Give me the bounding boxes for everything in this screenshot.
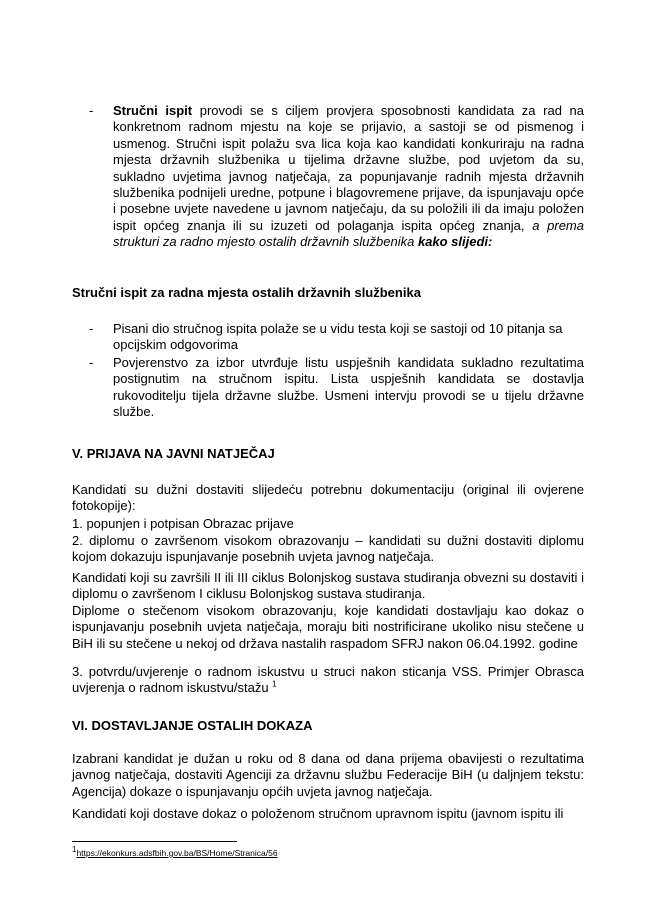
intro-bullet xyxy=(89,103,584,251)
section-v-diploma-note: Diplome o stečenom visokom obrazovanju, koje kandidati dostavljaju kao dokaz o ispunjavanju posebnih uvjeta natječaja, moraju biti nostrificirane ukoliko nisu stečene u BiH ili su stečene u nekoj od država nastalih raspadom SFRJ nakon 06.04.1992. godine xyxy=(72,603,584,651)
exam-bullet-text: Pisani dio stručnog ispita polaže se u vidu testa koji se sastoji od 10 pitanja sa opcijskim odgovorima xyxy=(113,321,563,353)
section-vi-para-1: Izabrani kandidat je dužan u roku od 8 dana od dana prijema obavijesti o rezultatima javnog natječaja, dostaviti Agenciji za državnu službu Federacije BiH (u daljnjem tekstu: Agencija) dokaze o ispunjavanju općih uvjeta javnog natječaja. xyxy=(72,751,584,799)
bullet-dash: - xyxy=(89,103,94,118)
item-3-text: 3. potvrdu/uvjerenje o radnom iskustvu u struci nakon sticanja VSS. Primjer Obrasca uvjerenja o radnom iskustvu/stažu xyxy=(72,664,584,696)
footnote-number: 1 xyxy=(72,845,77,855)
intro-bullet-italic: a prema strukturi za radno mjesto ostalih državnih službenika xyxy=(113,217,584,250)
section-vi-para-2: Kandidati koji dostave dokaz o položenom stručnom upravnom ispitu (javnom ispitu ili xyxy=(72,806,564,821)
exam-bullet-2 xyxy=(89,355,584,421)
section-v-item-3 xyxy=(72,664,584,697)
bullet-dash: - xyxy=(89,355,94,370)
section-v-item-2: 2. diplomu o završenom visokom obrazovanju – kandidati su dužni dostaviti diplomu kojom dokazuju ispunjavanje posebnih uvjeta javnog natječaja. xyxy=(72,533,584,565)
stucni-ispit-lead: Stručni ispit xyxy=(113,103,193,118)
section-v-bologna: Kandidati koji su završili II ili III ciklus Bolonjskog sustava studiranja obvezni su dostaviti i diplomu o završenom I ciklusu Bolonjskog sustava studiranja. xyxy=(72,570,584,602)
intro-bullet-bold-italic: kako slijedi: xyxy=(417,234,493,250)
footnote-divider xyxy=(72,841,237,842)
section-v-heading: V. PRIJAVA NA JAVNI NATJEČAJ xyxy=(72,446,275,461)
section-v-item-1: 1. popunjen i potpisan Obrazac prijave xyxy=(72,516,294,531)
exam-bullet-1 xyxy=(89,321,584,354)
bullet-dash: - xyxy=(89,321,94,336)
exam-section-heading: Stručni ispit za radna mjesta ostalih državnih službenika xyxy=(72,285,421,300)
exam-bullet-text: Povjerenstvo za izbor utvrđuje listu uspješnih kandidata sukladno rezultatima postignutim na stručnom ispitu. Lista uspješnih kandidata se dostavlja rukovoditelju tijela državne službe. Usmeni intervju provodi se u tijelu državne službe. xyxy=(113,355,584,420)
footnote-link[interactable]: https://ekonkurs.adsfbih.gov.ba/BS/Home/Stranica/56 xyxy=(76,848,278,858)
footnote xyxy=(72,845,278,858)
intro-bullet-text: provodi se s ciljem provjera sposobnosti kandidata za rad na konkretnom radnom mjestu na koje se prijavio, a sastoji se od pismenog i usmenog. Stručni ispit polažu sva lica koja kao kandidati konkuriraju na radna mjesta državnih službenika u tijelima državne službe, pod uvjetom da su, sukladno uvjetima javnog natječaja, za popunjavanje radnih mjesta državnih službenika podnijeli uredne, potpune i blagovremene prijave, da ispunjavaju opće i posebne uvjete navedene u javnom natječaju, da su položili ili da imaju položen ispit općeg znanja ili su izuzeti od polaganja ispita općeg znanja, xyxy=(113,103,584,233)
section-vi-heading: VI. DOSTAVLJANJE OSTALIH DOKAZA xyxy=(72,718,313,733)
section-v-intro: Kandidati su dužni dostaviti slijedeću potrebnu dokumentaciju (original ili ovjerene fotokopije): xyxy=(72,482,584,514)
footnote-ref: 1 xyxy=(272,680,277,690)
